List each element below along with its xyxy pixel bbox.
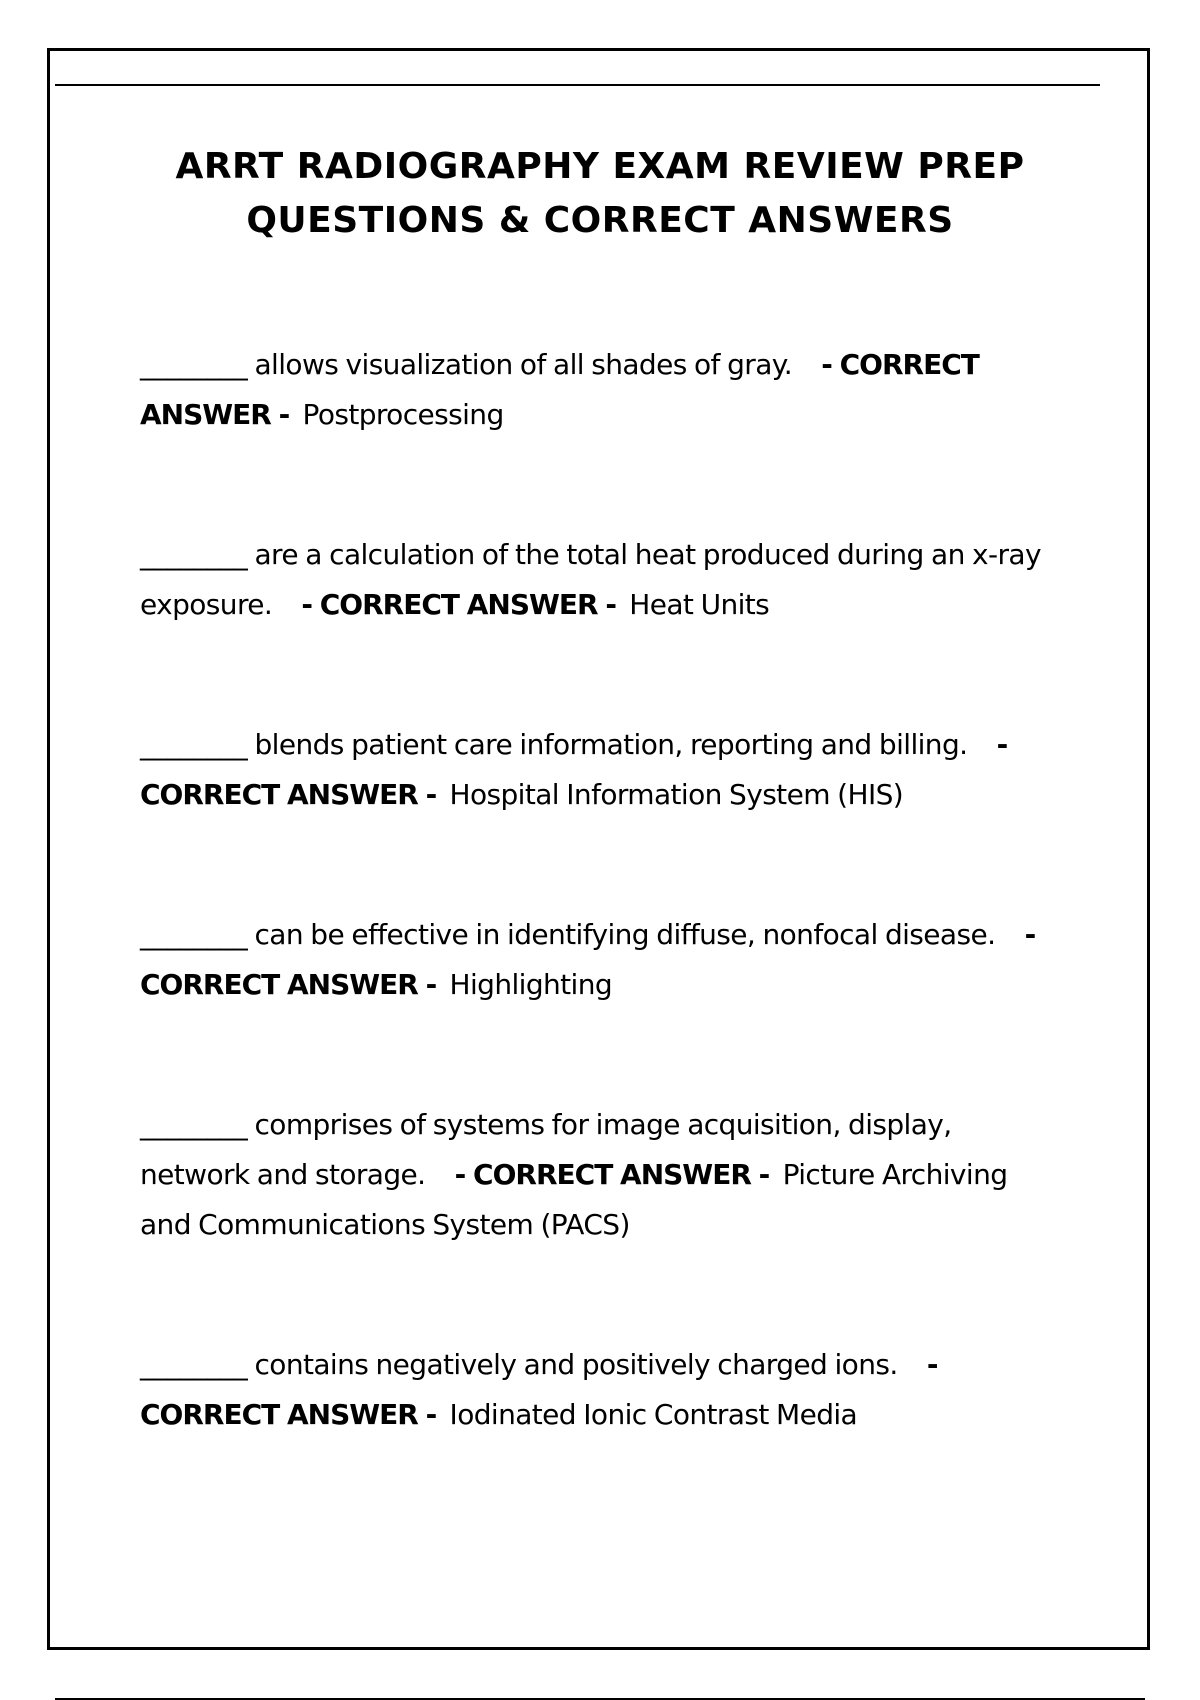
qa-item — [140, 1340, 1060, 1440]
answer-text: Hospital Information System (HIS) — [449, 778, 904, 811]
answer-text: Iodinated Ionic Contrast Media — [449, 1398, 858, 1431]
blank: ________ — [140, 1348, 248, 1381]
question-text: allows visualization of all shades of gray. — [247, 348, 793, 381]
answer-label: - CORRECT ANSWER - — [454, 1158, 770, 1191]
qa-item — [140, 530, 1060, 630]
qa-item — [140, 910, 1060, 1010]
answer-text: Picture Archiving and Communications System (PACS) — [140, 1158, 1008, 1241]
answer-label: - CORRECT ANSWER - — [301, 588, 616, 621]
page-title — [100, 140, 1100, 248]
answer-text: Highlighting — [449, 968, 613, 1001]
question-text: are a calculation of the total heat produced during an x-ray exposure. — [140, 538, 1041, 621]
blank: ________ — [140, 728, 248, 761]
answer-text: Heat Units — [629, 588, 770, 621]
question-text: can be effective in identifying diffuse, nonfocal disease. — [247, 918, 996, 951]
blank: ________ — [140, 348, 248, 381]
question-text: blends patient care information, reporting and billing. — [247, 728, 968, 761]
answer-text: Postprocessing — [302, 398, 504, 431]
qa-item — [140, 1100, 1060, 1250]
blank: ________ — [140, 538, 248, 571]
blank: ________ — [140, 1108, 248, 1141]
title-line-1: ARRT RADIOGRAPHY EXAM REVIEW PREP — [175, 146, 1025, 187]
answer-label: - CORRECT ANSWER - — [140, 348, 979, 431]
top-rule — [55, 84, 1100, 86]
qa-item — [140, 720, 1060, 820]
qa-list — [140, 340, 1060, 1530]
question-text: contains negatively and positively charged ions. — [247, 1348, 898, 1381]
qa-item — [140, 340, 1060, 440]
blank: ________ — [140, 918, 248, 951]
answer-label: - CORRECT ANSWER - — [140, 1348, 938, 1431]
answer-label: - CORRECT ANSWER - — [140, 728, 1008, 811]
answer-label: - CORRECT ANSWER - — [140, 918, 1036, 1001]
question-text: comprises of systems for image acquisition, display, network and storage. — [140, 1108, 952, 1191]
title-line-2: QUESTIONS & CORRECT ANSWERS — [246, 200, 954, 241]
